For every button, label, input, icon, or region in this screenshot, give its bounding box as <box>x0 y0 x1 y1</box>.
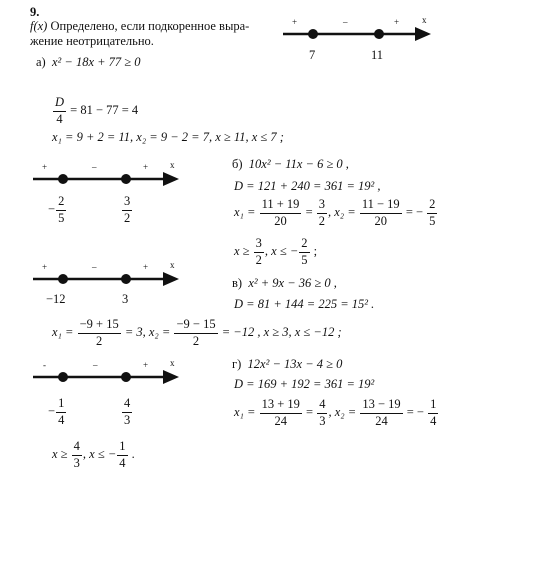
number-line-g <box>33 360 183 393</box>
part-g-answer-line: x ≥ $\frac{4}{3}$ , x ≤ − $\frac{1}{4}$ . <box>52 439 135 470</box>
part-b-x2-frac: $\frac{11 - 19}{20}$ <box>361 197 400 228</box>
part-v-roots-line: x₁ = $\frac{-9 + 15}{2}$ = 3, x₂ = $\frac{-9 - 15}{2}$ = −12 , x ≥ 3, x ≤ −12 ; <box>52 317 342 348</box>
axis-b-var: x <box>170 160 175 170</box>
part-b-x1-val: $\frac{3}{2}$ <box>318 197 325 228</box>
part-v-inequality-line <box>232 277 337 290</box>
number-line-v <box>33 262 183 295</box>
part-g-inequality: 12x² − 13x − 4 ≥ 0 <box>247 357 343 371</box>
part-a-discriminant-line <box>52 96 138 127</box>
part-b-inequality-line <box>232 158 349 171</box>
part-b-roots-line: x₁ = $\frac{11 + 19}{20}$ = $\frac{3}{2}$ , x₂ = $\frac{11 - 19}{20}$ = − $\frac{2}{5}$ <box>234 197 436 228</box>
intro-fx: f(x) <box>30 19 48 33</box>
axis-a-sign-2: – <box>343 17 348 27</box>
part-g-label: г) <box>232 357 242 371</box>
axis-a-sign-1: + <box>292 17 298 27</box>
part-v-x1-frac: $\frac{-9 + 15}{2}$ <box>79 317 119 348</box>
part-a-label: а) <box>36 55 46 69</box>
intro-text-1: Определено, если подкоренное выра- <box>47 19 250 33</box>
part-a-inequality: x² − 18x + 77 ≥ 0 <box>51 55 141 69</box>
axis-g-sign-3: + <box>143 360 149 370</box>
part-v-x2-frac: $\frac{-9 - 15}{2}$ <box>176 317 216 348</box>
axis-g-sign-1: - <box>43 360 46 370</box>
number-line-b <box>33 162 183 195</box>
part-g-discriminant: D = 169 + 192 = 361 = 19² <box>234 377 375 391</box>
part-b-x1-frac: $\frac{11 + 19}{20}$ <box>261 197 300 228</box>
part-a-roots: x₁ = 9 + 2 = 11, x₂ = 9 − 2 = 7, x ≥ 11, x ≤ 7 ; <box>52 130 284 144</box>
part-v-discriminant: D = 81 + 144 = 225 = 15² . <box>234 297 375 311</box>
frac-d-over-4: $\frac{D}{4}$ <box>55 95 65 126</box>
axis-v-point-2: 3 <box>122 292 129 306</box>
problem-number: 9. <box>30 5 40 19</box>
axis-b-sign-3: + <box>143 162 149 172</box>
part-v-inequality: x² + 9x − 36 ≥ 0 , <box>248 276 337 290</box>
axis-b-point-1: − $\frac{2}{5}$ <box>48 194 65 225</box>
part-b-answer-line: x ≥ $\frac{3}{2}$ , x ≤ − $\frac{2}{5}$ ; <box>234 236 318 267</box>
axis-a-sign-3: + <box>394 17 400 27</box>
intro-line-2: жение неотрицательно. <box>30 34 154 48</box>
part-g-x2-val: $\frac{1}{4}$ <box>430 397 437 428</box>
part-v-label: в) <box>232 276 243 290</box>
axis-v-sign-2: – <box>92 262 97 272</box>
axis-b-sign-2: – <box>92 162 97 172</box>
axis-b-sign-1: + <box>42 162 48 172</box>
axis-g-sign-2: – <box>93 360 98 370</box>
axis-g-point-1: − $\frac{1}{4}$ <box>48 396 65 427</box>
axis-g-point-2: $\frac{4}{3}$ <box>124 396 131 427</box>
part-g-inequality-line <box>232 358 342 371</box>
part-b-label: б) <box>232 157 243 171</box>
part-g-x1-val: $\frac{4}{3}$ <box>319 397 326 428</box>
axis-a-point-1: 7 <box>309 48 316 62</box>
part-b-discriminant: D = 121 + 240 = 361 = 19² , <box>234 179 381 193</box>
axis-g-var: x <box>170 358 175 368</box>
part-g-x1-frac: $\frac{13 + 19}{24}$ <box>261 397 300 428</box>
part-b-inequality: 10x² − 11x − 6 ≥ 0 , <box>248 157 349 171</box>
part-a-disc-rhs: = 81 − 77 = 4 <box>67 103 139 118</box>
part-g-x2-frac: $\frac{13 - 19}{24}$ <box>362 397 401 428</box>
axis-v-point-1: −12 <box>46 292 66 306</box>
part-b-x2-val: $\frac{2}{5}$ <box>429 197 436 228</box>
intro-line-1 <box>30 20 249 33</box>
axis-v-sign-1: + <box>42 262 48 272</box>
axis-v-sign-3: + <box>143 262 149 272</box>
axis-a-point-2: 11 <box>371 48 384 62</box>
axis-v-var: x <box>170 260 175 270</box>
part-a-inequality-line <box>36 56 141 69</box>
axis-a-var: x <box>422 15 427 25</box>
axis-b-point-2: $\frac{3}{2}$ <box>124 194 131 225</box>
part-g-roots-line: x₁ = $\frac{13 + 19}{24}$ = $\frac{4}{3}$ , x₂ = $\frac{13 - 19}{24}$ = − $\frac{1}{4}$ <box>234 397 437 428</box>
number-line-a <box>283 16 433 66</box>
